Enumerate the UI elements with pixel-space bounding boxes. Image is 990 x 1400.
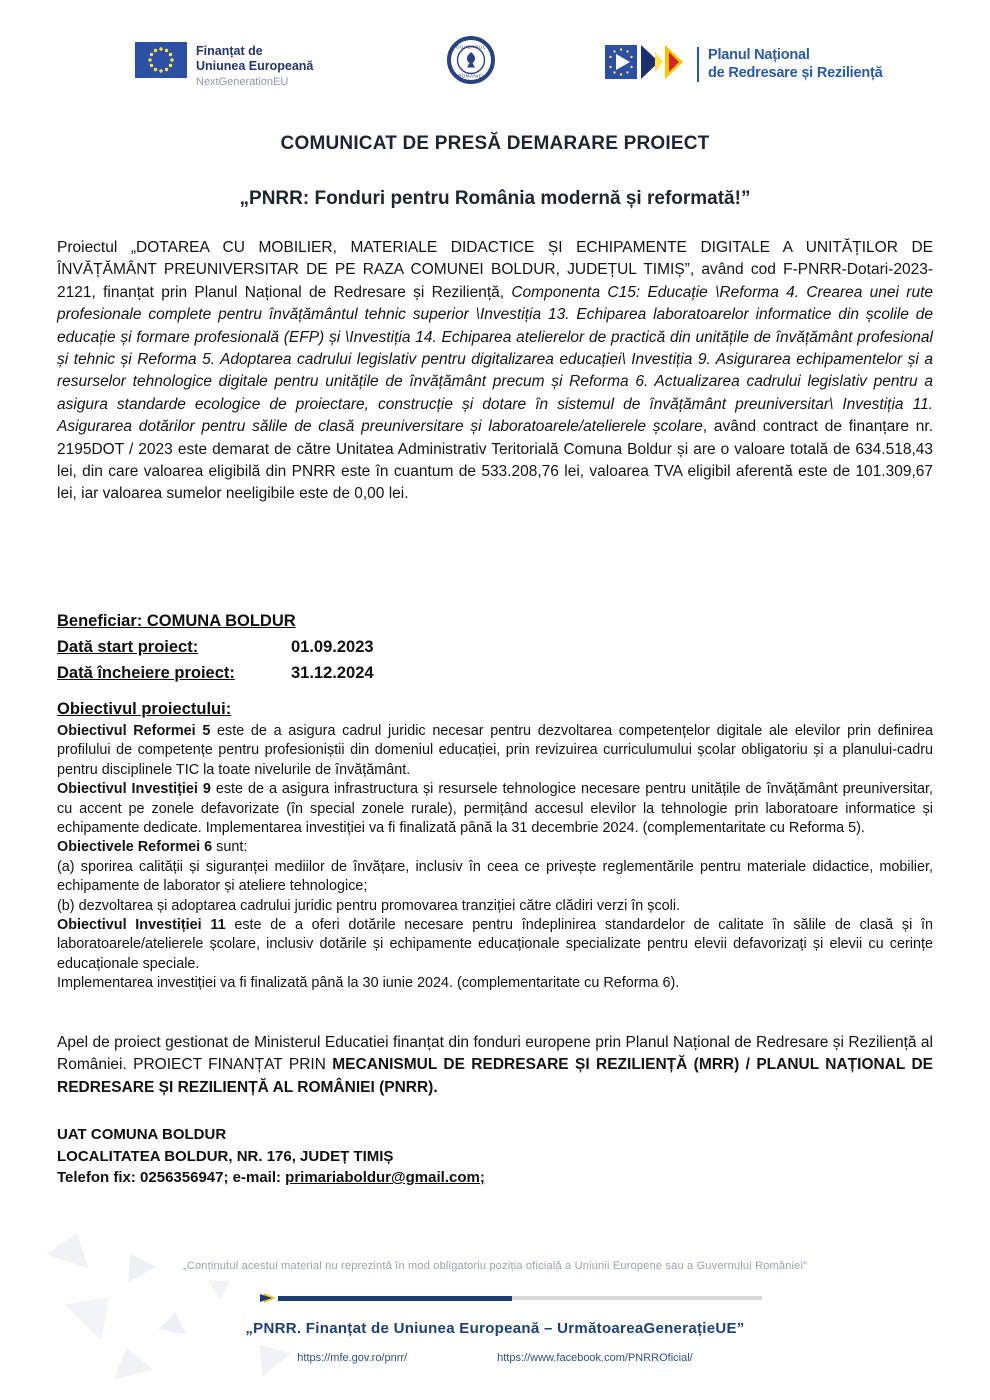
end-date-label: Dată încheiere proiect: xyxy=(57,664,235,682)
eu-funding-logo xyxy=(135,42,313,90)
footer-disclaimer: „Conținutul acestui material nu reprezintă în mod obligatoriu poziția oficială a Uniunii Europene sau a Guvernului României” xyxy=(182,1260,807,1272)
objective-text: este de a asigura cadrul juridic necesar pentru dezvoltarea competențelor digitale ale elevilor prin definirea profilului de competențe pentru profesioniștii din domeniul educației, prin revizuirea curriculumului școlar obligatoriu și a planului-cadru pentru disciplinele TIC la toate nivelurile de învățământ. xyxy=(57,723,933,778)
objective-text: este de a asigura infrastructura și resursele tehnologice necesare pentru unitățile de învățământ preuniversitar, cu accent pe zonele defavorizate (în special zonele rurale), permițând accesul elevilor la tehnologie prin laboratoare informatice și echipamente dedicate. Implementarea investiției va fi finalizată până la 31 decembrie 2024. (complementaritate cu Reforma 5). xyxy=(57,781,933,837)
government-of-romania-seal-icon xyxy=(447,36,495,89)
footer-bar-gray-segment xyxy=(512,1296,762,1300)
pnrr-arrows-icon xyxy=(605,40,689,89)
objective-text: sunt: xyxy=(212,839,248,856)
end-date-value: 31.12.2024 xyxy=(291,664,374,682)
objective-text: (b) dezvoltarea și adoptarea cadrului juridic pentru promovarea tranziției către clădiri verzi în școli. xyxy=(57,897,681,914)
end-date-row xyxy=(57,660,657,686)
start-date-label: Dată start proiect: xyxy=(57,638,199,656)
pnrr-logo xyxy=(605,40,883,89)
objective-paragraph xyxy=(57,780,933,838)
contact-phone-label: Telefon fix: 0256356947; e-mail: xyxy=(57,1169,286,1186)
project-intro-paragraph xyxy=(57,237,933,506)
beneficiary-label: Beneficiar: COMUNA BOLDUR xyxy=(57,612,296,630)
pnrr-logo-line1: Planul Național xyxy=(708,47,810,63)
funding-call-paragraph xyxy=(57,1032,933,1099)
footer-tagline: „PNRR. Finanțat de Uniunea Europeană – UrmătoareaGenerațieUE” xyxy=(245,1320,745,1337)
project-details-block xyxy=(57,608,657,686)
beneficiary-row xyxy=(57,608,657,634)
contact-block xyxy=(57,1124,757,1189)
svg-text:ROMÂNIEI: ROMÂNIEI xyxy=(458,73,484,79)
start-date-row xyxy=(57,634,657,660)
objective-text: Implementarea investiției va fi finalizată până la 30 iunie 2024. (complementaritate cu Reforma 6). xyxy=(57,975,680,992)
footer-links-row xyxy=(95,1352,895,1364)
intro-run3: , având contract de finanțare nr. 2195DOT / 2023 este demarat de către Unitatea Administrativ Teritorială Comuna Boldur și are o valoare totală de 634.518,43 lei, din care valoarea eligibilă din PNRR este în cuantum de 533.208,76 lei, valoarea TVA eligibil aferentă este de 101.309,67 lei, iar valoarea sumelor neeligibile este de 0,00 lei. xyxy=(57,418,934,503)
footer-link-mfe[interactable]: https://mfe.gov.ro/pnrr/ xyxy=(297,1352,408,1364)
call-run1: Apel de proiect gestionat de Ministerul Educatiei finanțat din fonduri europene prin Planul Național de Redresare și Reziliență al României. PROIECT FINANȚAT PRIN xyxy=(57,1034,933,1074)
objective-paragraph xyxy=(57,897,933,916)
contact-address: LOCALITATEA BOLDUR, NR. 176, JUDEȚ TIMIȘ xyxy=(57,1147,394,1165)
intro-run2-italic: Componenta C15: Educație \Reforma 4. Crearea unei rute profesionale complete pentru învățământul tehnic superior \Investiția 13. Echiparea laboratoarelor informatice din școlile de educație și formare profesională (EFP) și \Investiția 14. Echiparea atelierelor de practică din unitățile de învățământ profesional și tehnic și Reforma 5. Adoptarea cadrului legislativ pentru digitalizarea educației\ Investiția 9. Asigurarea echipamentelor și a resurselor tehnologice digitale pentru unitățile de învățământ precum și Reforma 6. Actualizarea cadrului legislativ pentru a asigura standarde ecologice de proiectare, construcție și dotare în sistemul de învățământ preuniversitar\ Investiția 11. Asigurarea dotărilor pentru sălile de clasă preuniversitare și laboratoarele/atelierele școlare xyxy=(57,283,933,436)
eu-logo-line1: Finanțat de xyxy=(196,44,263,58)
objective-text: este de a oferi dotările necesare pentru îndeplinirea standardelor de calitate în sălile de clasă și în laboratoarele/atelierele școlare, inclusiv dotările și echipamente educaționale specializate pentru elevii defavorizați și elevii cu cerințe educaționale speciale. xyxy=(57,917,933,972)
contact-email-link[interactable]: primariaboldur@gmail.com; xyxy=(285,1169,485,1186)
footer-progress-bar xyxy=(260,1294,762,1302)
objective-lead: Obiectivul Investiției 9 xyxy=(57,781,211,798)
objective-lead: Obiectivul Reformei 5 xyxy=(57,723,211,739)
objective-text: (a) sporirea calității și siguranței mediilor de învățare, inclusiv în ceea ce privește reglementările pentru materiale didactice, mobilier, echipamente de laborator și ateliere tehnologice; xyxy=(57,858,933,895)
objective-paragraph xyxy=(57,722,933,780)
logo-header-row xyxy=(57,36,933,100)
page-title: COMUNICAT DE PRESĂ DEMARARE PROIECT xyxy=(280,133,710,154)
eu-flag-icon xyxy=(135,42,187,83)
svg-text:GUVERNUL: GUVERNUL xyxy=(455,44,487,50)
pnrr-logo-text xyxy=(697,47,883,82)
background-triangle-watermark xyxy=(208,1271,236,1301)
contact-phone-row xyxy=(57,1167,757,1189)
objectives-section xyxy=(57,700,933,994)
footer-bar-navy-segment xyxy=(278,1296,512,1301)
footer-link-facebook[interactable]: https://www.facebook.com/PNRROficial/ xyxy=(497,1352,693,1364)
objectives-body xyxy=(57,722,933,994)
intro-run1: Proiectul „DOTAREA CU MOBILIER, MATERIALE DIDACTICE ȘI ECHIPAMENTE DIGITALE A UNITĂȚILOR DE ÎNVĂȚĂMÂNT PREUNIVERSITAR DE PE RAZA COMUNEI BOLDUR, JUDEȚUL TIMIȘ”, având cod F-PNRR-Dotari-2023-2121, finanțat prin Planul Național de Redresare și Reziliență, xyxy=(57,239,933,301)
page-subtitle: „PNRR: Fonduri pentru România modernă și reformată!” xyxy=(239,188,751,209)
pnrr-logo-line2: de Redresare și Reziliență xyxy=(708,64,883,81)
eu-logo-line2: Uniunea Europeană xyxy=(196,59,314,73)
objective-paragraph xyxy=(57,858,933,897)
eu-funding-logo-text xyxy=(196,42,313,90)
objectives-heading: Obiectivul proiectului: xyxy=(57,700,232,718)
call-run2-bold: MECANISMUL DE REDRESARE ȘI REZILIENȚĂ (MRR) / PLANUL NAȚIONAL DE REDRESARE ȘI REZILIENȚĂ AL ROMÂNIEI (PNRR). xyxy=(57,1056,933,1096)
contact-org: UAT COMUNA BOLDUR xyxy=(57,1126,227,1143)
eu-logo-line3: NextGenerationEU xyxy=(196,76,289,88)
footer-band xyxy=(0,1222,990,1400)
footer-bar-arrow-icon xyxy=(260,1293,278,1303)
objective-lead: Obiectivele Reformei 6 xyxy=(57,839,213,856)
start-date-value: 01.09.2023 xyxy=(291,638,374,656)
background-triangle-watermark xyxy=(46,1226,97,1268)
objective-paragraph xyxy=(57,916,933,974)
objective-paragraph xyxy=(57,974,933,993)
objective-paragraph xyxy=(57,838,933,857)
objective-lead: Obiectivul Investiției 11 xyxy=(57,917,226,934)
